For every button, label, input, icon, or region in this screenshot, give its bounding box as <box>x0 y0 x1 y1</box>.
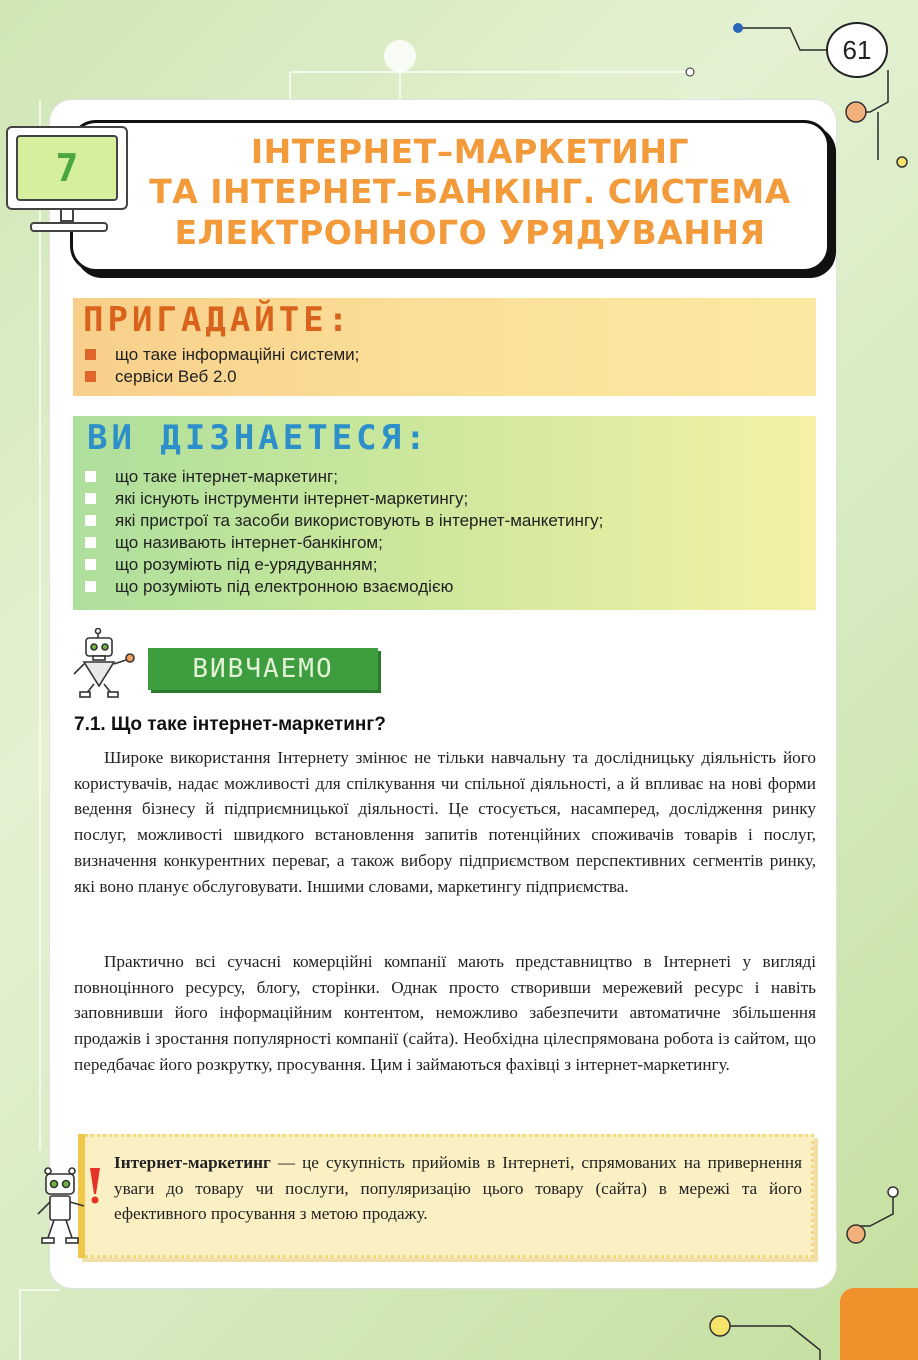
study-banner: ВИВЧАЕМО <box>148 648 378 690</box>
page-edge-tab <box>840 1288 918 1360</box>
bullet-square-icon <box>85 371 96 382</box>
bullet-square-icon <box>85 581 96 592</box>
robot-exclamation-icon <box>34 1166 106 1246</box>
title-line-3: ЕЛЕКТРОННОГО УРЯДУВАННЯ <box>174 212 766 252</box>
learn-list <box>85 466 603 598</box>
list-item: що таке інформаційні системи; <box>85 344 359 366</box>
recall-section <box>73 298 816 396</box>
definition-body: — це сукупність прийомів в Інтернеті, спрямованих на привернення уваги до товару чи послуги, популяризацію цього товару (сайта) в мережі та його ефективного просування з метою продажу. <box>114 1153 802 1223</box>
chapter-number: 7 <box>16 135 118 201</box>
content-card <box>50 100 836 1288</box>
body-paragraph: Широке використання Інтернету змінює не тільки навчальну та дослідницьку діяльність його користувачів, надає можливості для спілкування чи спільної діяльності, а й впливає на нові форми ведення бізнесу й підприємницької діяльності. Це стосується, насамперед, дослідження ринку послуг, можливості швидкого встановлення запитів потенційних споживачів товарів і послуг, визначення конкурентних переваг, а також вибору підприємством перспективних сегментів ринку, які воно планує обслуговувати. Іншими словами, маркетингу підприємства. <box>74 748 816 896</box>
bullet-square-icon <box>85 349 96 360</box>
list-item: що таке інтернет-маркетинг; <box>85 466 603 488</box>
list-item: що називають інтернет-банкінгом; <box>85 532 603 554</box>
list-item: які існують інструменти інтернет-маркетингу; <box>85 488 603 510</box>
recall-list <box>85 344 359 388</box>
learn-heading: ВИ ДІЗНАЕТЕСЯ: <box>87 418 430 458</box>
title-line-1: ІНТЕРНЕТ–МАРКЕТИНГ <box>250 132 690 171</box>
definition-term: Інтернет-маркетинг <box>114 1153 271 1172</box>
bullet-square-icon <box>85 537 96 548</box>
robot-icon <box>72 628 136 700</box>
bullet-square-icon <box>85 515 96 526</box>
list-item: які пристрої та засоби використовують в інтернет-манкетингу; <box>85 510 603 532</box>
bullet-square-icon <box>85 559 96 570</box>
section-heading: 7.1. Що таке інтернет-маркетинг? <box>74 714 386 735</box>
body-paragraph: Практично всі сучасні комерційні компанії мають представництво в Інтернеті у вигляді повноцінного ресурсу, блогу, сторінки. Однак просто створивши мережевий ресурс і навіть заповнивши його інформаційним контентом, неможливо забезпечити автоматичне збільшення продажів і зростання популярності компанії (сайта). Необхідна цілеспрямована робота із сайтом, що передбачає його розкрутку, просування. Цим і займаються фахівці з інтернет-маркетингу. <box>74 952 816 1074</box>
list-item: сервіси Веб 2.0 <box>85 366 359 388</box>
definition-text <box>114 1150 802 1227</box>
title-line-2: ТА ІНТЕРНЕТ–БАНКІНГ. СИСТЕМА <box>149 172 791 212</box>
learn-section <box>73 416 816 610</box>
monitor-screen <box>6 126 128 210</box>
list-item: що розуміють під електронною взаємодією <box>85 576 603 598</box>
recall-heading: ПРИГАДАЙТЕ: <box>83 300 353 340</box>
chapter-title <box>110 132 830 253</box>
monitor-icon <box>6 126 130 236</box>
bullet-square-icon <box>85 471 96 482</box>
page-number: 61 <box>826 22 888 78</box>
bullet-square-icon <box>85 493 96 504</box>
list-item: що розуміють під е-урядуванням; <box>85 554 603 576</box>
